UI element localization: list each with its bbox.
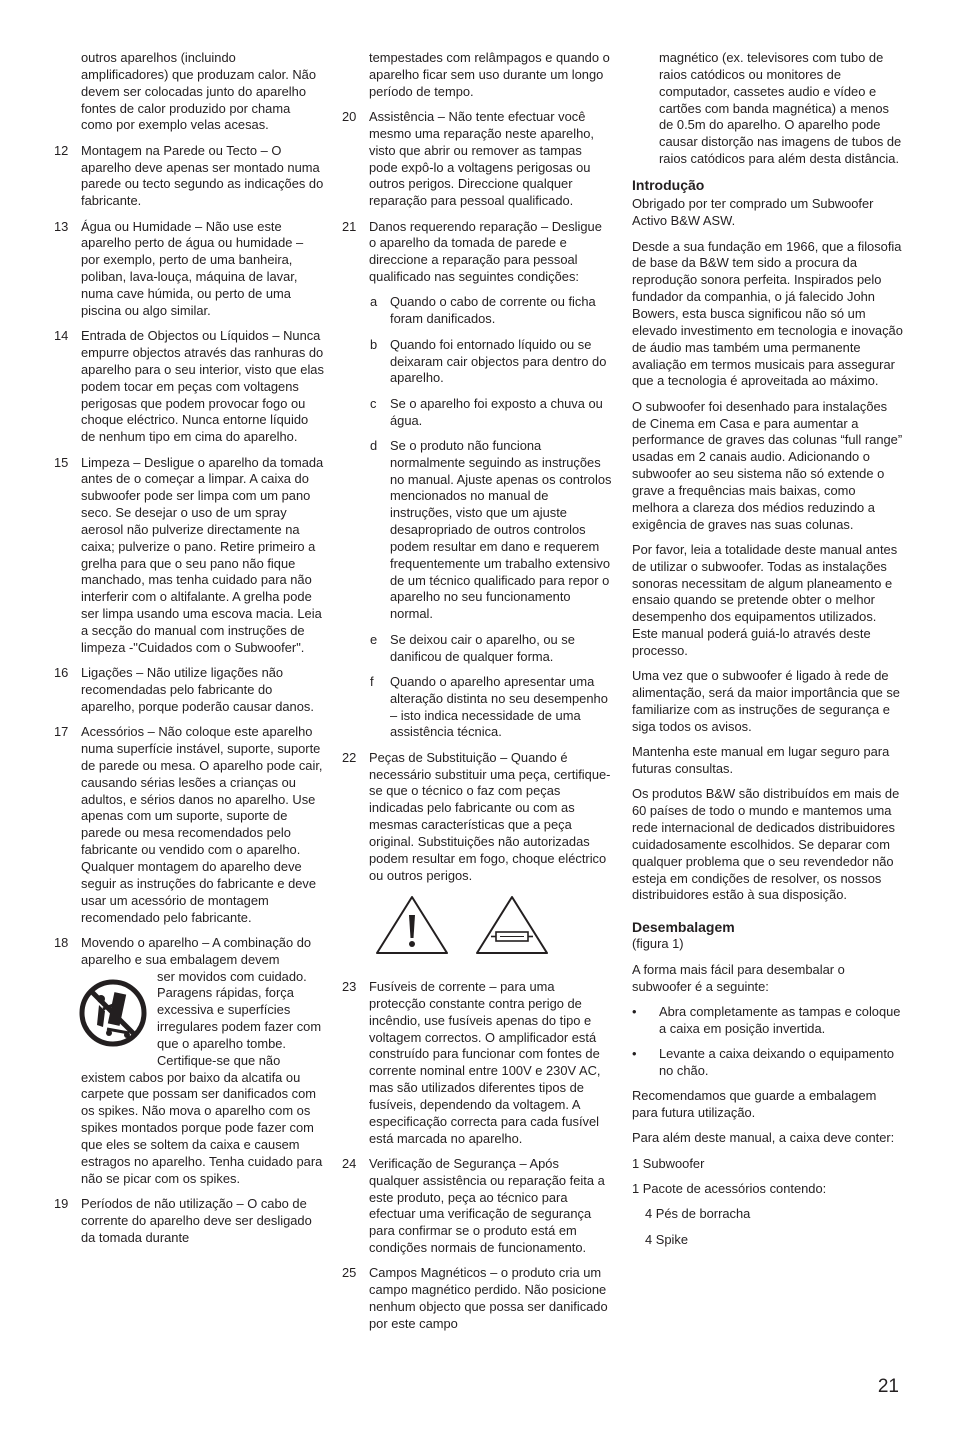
item-number: 13 [54, 218, 69, 234]
page-number: 21 [877, 1376, 899, 1397]
exclamation-warning-icon [373, 893, 451, 957]
repair-condition [342, 396, 612, 430]
item-number: 15 [54, 454, 69, 470]
item-number: 21 [342, 218, 357, 234]
safety-item [342, 979, 612, 1147]
safety-item-19 [54, 1196, 324, 1247]
unpack-intro: A forma mais fácil para desembalar o subwoofer é a seguinte: [632, 961, 845, 994]
item-number: 14 [54, 328, 69, 344]
intro-paragraph: O subwoofer foi desenhado para instalações de Cinema em Casa e para aumentar a performance de graves das colunas “full range” usadas em 2 canais audio. Adicionando o subwoofer ao seu sistema não só extende o grave a frequências mais baixas, como melhora a clareza dos médios reduzindo a exigência de graves nas suas colunas. [632, 398, 903, 532]
unpack-paragraph: Recomendamos que guarde a embalagem para futura utilização. [632, 1088, 877, 1121]
item-text: Assistência – Não tente efectuar você mesmo uma reparação neste aparelho, visto que abrir ou remover as tampas pode expô-lo a voltagens perigosas ou outros perigos. Direccione qualquer reparação para pessoal qualificado. [369, 109, 594, 209]
item-text: Limpeza – Desligue o aparelho da tomada antes de o começar a limpar. A caixa do subwoofer pode ser limpa com um pano seco. Se desejar o uso de um spray aerosol não pulverize directamente na caixa; pulverize o pano. Retire primeiro a grelha para que o seu pano não fique manchado, mas tenha cuidado para não interferir com o altifalante. A grelha pode ser limpa usando uma escova macia. Leia a secção do manual com instruções de limpeza -"Cuidados com o Subwoofer". [81, 454, 324, 655]
safety-item [342, 1265, 612, 1332]
intro-paragraph: Obrigado por ter comprado um Subwoofer Activo B&W ASW. [632, 196, 874, 229]
intro-paragraph: Por favor, leia a totalidade deste manual antes de utilizar o subwoofer. Todas as instalações sonoras necessitam de algum planeamento e ensaio quando se pretende obter o melhor desempenho dos equipamentos utilizados. Este manual poderá guiá-lo através deste processo. [632, 541, 898, 658]
item-number: 24 [342, 1155, 357, 1171]
safety-item [342, 750, 612, 885]
item-number: c [370, 395, 377, 411]
column-right [632, 50, 904, 1257]
safety-item [342, 1156, 612, 1257]
item-text: Peças de Substituição – Quando é necessário substituir uma peça, certifique-se que o técnico o faz com peças indicadas pelo fabricante ou com as mesmas características que a peça original. Substituições não autorizadas podem resultar em fogo, choque eléctrico ou outros perigos. [369, 749, 611, 883]
item-text: Quando foi entornado líquido ou se deixaram cair objectos para dentro do aparelho. [390, 336, 607, 386]
item-text: Acessórios – Não coloque este aparelho numa superfície instável, suporte, suporte de parede ou mesa. O aparelho pode cair, causando sérias lesões a crianças ou adultos, e sérios danos no aparelho. Use apenas com um suporte, suporte de parede ou mesa recomendados pelo fabricante ou vendido com o aparelho. Qualquer montagem do aparelho deve seguir as instruções do fabricante e deve usar um acessório de montagem recomendado pelo fabricante. [81, 724, 323, 925]
safety-item-22 [342, 750, 612, 885]
item-text: Quando o cabo de corrente ou ficha foram danificados. [390, 294, 596, 327]
safety-items-23-25 [342, 979, 612, 1333]
intro-section [632, 196, 904, 904]
item-text: Entrada de Objectos ou Líquidos – Nunca empurre objectos através das ranhuras do aparelho para o seu interior, visto que elas podem tocar em peças com voltagens perigosas que podem provocar fogo ou choque eléctrico. Nunca entorne líquido de nenhum tipo em cima do aparelho. [81, 328, 324, 445]
item-number: 12 [54, 142, 69, 158]
intro-heading: Introdução [632, 177, 705, 194]
item-text: Se o aparelho foi exposto a chuva ou água. [390, 395, 603, 428]
intro-paragraph: Os produtos B&W são distribuídos em mais de 60 países de todo o mundo e mantemos uma rede internacional de dedicados distribuidores cuidadosamente escolhidos. Se deparar com qualquer problema que o seu revendedor não esteja em condições de resolver, os nossos distribuidores estão à sua disposição. [632, 786, 900, 903]
item-number: 17 [54, 724, 69, 740]
warning-symbols [369, 893, 612, 965]
repair-conditions-list [342, 294, 612, 741]
unpack-step [632, 1004, 904, 1038]
item-number: a [370, 294, 378, 310]
item-number: e [370, 631, 378, 647]
unpack-paragraph: 1 Subwoofer [632, 1155, 705, 1171]
item-18-text-lead: Movendo o aparelho – A combinação do aparelho e sua embalagem devem [81, 934, 312, 967]
safety-item [54, 665, 324, 716]
item-number: 20 [342, 109, 357, 125]
safety-item [54, 328, 324, 446]
item-11-continued: outros aparelhos (incluindo amplificadores) que produzam calor. Não devem ser colocadas junto do aparelho fontes de calor produzido por chama como por exemplo velas acesas. [81, 50, 317, 133]
intro-paragraph: Mantenha este manual em lugar seguro para futuras consultas. [632, 744, 890, 777]
item-text: Se o produto não funciona normalmente seguindo as instruções no manual. Ajuste apenas os controlos mencionados no manual de instruções, visto que um ajuste desapropriado de outros controlos podem resultar em dano e requerem frequentemente um trabalho extensivo de um técnico qualificado para repor o aparelho no seu funcionamento normal. [390, 437, 612, 622]
fuse-warning-icon [473, 893, 551, 957]
unpack-step [632, 1046, 904, 1080]
item-text: Danos requerendo reparação – Desligue o aparelho da tomada de parede e direccione a reparação para pessoal qualificado nas seguintes condições: [369, 218, 602, 285]
intro-paragraph: Desde a sua fundação em 1966, que a filosofia de base da B&W tem sido a procura da reprodução sonora perfeita. Inspirados pelo fundador da companhia, o já falecido John Bowers, esta busca significou não só um elevado investimento em tecnologia e inovação de áudio mas também uma permanente avaliação em termos musicais para assegurar que a tecnologia é aproveitada ao máximo. [632, 238, 903, 389]
item-text: Fusíveis de corrente – para uma protecção constante contra perigo de incêndio, use fusíveis apenas do tipo e voltagem correctos. O amplificador está construído para funcionar com fontes de corrente nominal entre 100V e 230V AC, mas são utilizados diferentes tipos de fusíveis, dependendo da voltagem. A especificação correcta para cada fusível está marcada no aparelho. [369, 978, 601, 1146]
item-19-continued: tempestades com relâmpagos e quando o aparelho ficar sem uso durante um longo período de tempo. [369, 50, 610, 99]
item-text: Se deixou cair o aparelho, ou se danificou de qualquer forma. [390, 631, 575, 664]
cart-tip-over-warning-icon [77, 971, 149, 1055]
item-number: 23 [342, 978, 357, 994]
safety-items-12-17 [54, 143, 324, 927]
accessory-item: 4 Spike [645, 1231, 688, 1247]
item-number: b [370, 336, 378, 352]
item-number: 25 [342, 1265, 357, 1281]
unpack-paragraph: 1 Pacote de acessórios contendo: [632, 1181, 827, 1197]
item-number: 16 [54, 665, 69, 681]
item-text: Abra completamente as tampas e coloque a caixa em posição invertida. [659, 1003, 901, 1036]
repair-condition [342, 337, 612, 388]
safety-item [54, 219, 324, 320]
item-18-text-body: ser movidos com cuidado. Paragens rápidas, força excessiva e superfícies irregulares podem fazer com que o aparelho tombe. Certifique-se que não existem cabos por baixo da alcatifa ou carpete que possam ser danificados com os spikes. Não mova o aparelho com os spikes montados porque pode fazer com que eles se soltem da caixa e causem estragos no aparelho. Tenha cuidado para não se picar com os spikes. [81, 968, 323, 1186]
repair-condition [342, 632, 612, 666]
item-text: Quando o aparelho apresentar uma alteração distinta no seu desempenho – isto indica necessidade de uma assistência técnica. [390, 673, 608, 740]
repair-condition [342, 294, 612, 328]
intro-paragraph: Uma vez que o subwoofer é ligado à rede de alimentação, será da maior importância que se familiarize com as instruções de segurança e siga todos os avisos. [632, 668, 900, 734]
item-number: • [632, 1046, 637, 1062]
item-number: 22 [342, 749, 357, 765]
item-text: Levante a caixa deixando o equipamento no chão. [659, 1046, 895, 1078]
unpack-figure-ref: (figura 1) [632, 936, 684, 952]
column-middle [342, 50, 612, 1341]
item-number: 19 [54, 1196, 69, 1211]
item-text: Água ou Humidade – Não use este aparelho perto de água ou humidade – por exemplo, perto de uma banheira, poliban, lava-louça, máquina de lavar, numa cave húmida, ou perto de uma piscina ou algo similar. [81, 218, 304, 318]
safety-item [54, 724, 324, 926]
item-text: Períodos de não utilização – O cabo de corrente do aparelho deve ser desligado da tomada durante [81, 1196, 312, 1245]
unpack-heading: Desembalagem [632, 919, 735, 936]
item-number: 18 [54, 934, 69, 950]
item-number: d [370, 437, 378, 453]
safety-item-21 [342, 219, 612, 286]
repair-condition [342, 674, 612, 741]
item-text: Verificação de Segurança – Após qualquer assistência ou reparação feita a este produto, peça ao técnico para efectuar uma verificação de segurança para confirmar se o produto está em condições normais de funcionamento. [369, 1155, 605, 1256]
item-25-continued: magnético (ex. televisores com tubo de raios catódicos ou monitores de computador, cassetes audio e vídeo e cartões com banda magnética) a menos de 0.5m do aparelho. O aparelho pode causar distorção nas imagens de tubos de raios catódicos para além desta distância. [659, 50, 902, 167]
unpack-paragraph: Para além deste manual, a caixa deve conter: [632, 1130, 895, 1146]
safety-item [54, 143, 324, 210]
safety-item-20 [342, 109, 612, 210]
repair-condition [342, 438, 612, 623]
item-text: Montagem na Parede ou Tecto – O aparelho deve apenas ser montado numa parede ou tecto segundo as indicações do fabricante. [81, 142, 324, 209]
unpack-notes [632, 1088, 904, 1198]
item-number: f [370, 673, 374, 689]
item-text: Campos Magnéticos – o produto cria um campo magnético perdido. Não posicione nenhum objecto que possa ser danificado por este campo [369, 1265, 608, 1331]
unpack-steps [632, 1004, 904, 1080]
item-text: Ligações – Não utilize ligações não recomendadas pelo fabricante do aparelho, porque poderão causar danos. [81, 665, 314, 714]
item-number: • [632, 1003, 637, 1019]
accessory-item: 4 Pés de borracha [645, 1206, 751, 1222]
safety-item-18 [54, 935, 324, 1188]
accessory-contents [632, 1206, 904, 1248]
safety-item [54, 455, 324, 657]
column-left [54, 50, 324, 1255]
